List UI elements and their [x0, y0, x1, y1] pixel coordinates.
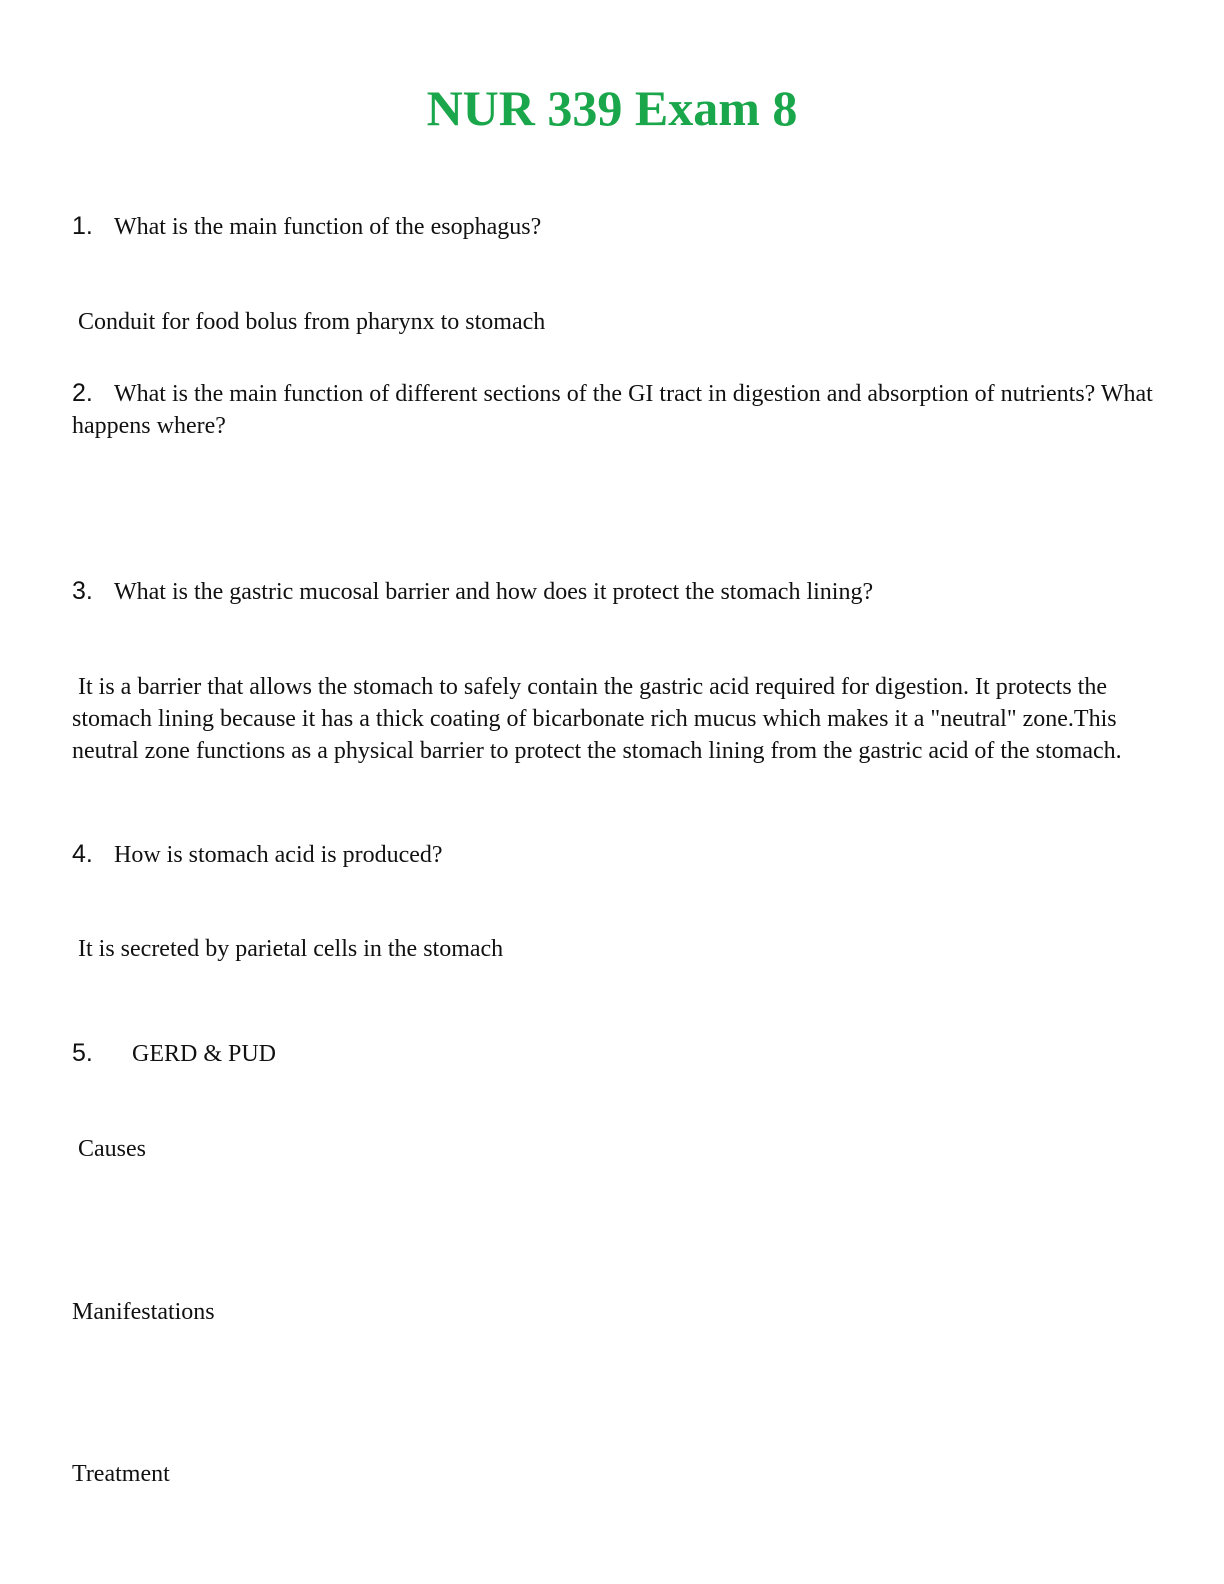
question-text: What is the main function of different sections of the GI tract in digestion and absorption of nutrients? What happens where? [72, 381, 1153, 439]
document-title: NUR 339 Exam 8 [426, 80, 798, 136]
question-3 [72, 575, 1162, 608]
question-number: 2. [72, 379, 93, 407]
question-number: 1. [72, 212, 93, 240]
question-5 [72, 1037, 1162, 1070]
subsection-treatment: Treatment [72, 1461, 170, 1487]
answer-1: Conduit for food bolus from pharynx to stomach [78, 309, 546, 335]
question-1 [72, 210, 1162, 243]
question-text: What is the gastric mucosal barrier and how does it protect the stomach lining? [114, 579, 874, 605]
subsection-manifestations: Manifestations [72, 1299, 215, 1325]
question-number: 3. [72, 577, 93, 605]
question-number: 5. [72, 1039, 93, 1067]
question-text: How is stomach acid is produced? [114, 842, 443, 868]
question-number: 4. [72, 840, 93, 868]
question-text: What is the main function of the esophagus? [114, 214, 542, 240]
question-text: GERD & PUD [132, 1041, 277, 1067]
answer-3: It is a barrier that allows the stomach to safely contain the gastric acid required for digestion. It protects the stomach lining because it has a thick coating of bicarbonate rich mucus which makes it a "neutral" zone.This neutral zone functions as a physical barrier to protect the stomach lining from the gastric acid of the stomach. [72, 674, 1122, 764]
question-4 [72, 838, 1162, 871]
question-2 [72, 377, 1162, 442]
subsection-causes: Causes [78, 1136, 146, 1162]
answer-4: It is secreted by parietal cells in the stomach [78, 936, 504, 962]
